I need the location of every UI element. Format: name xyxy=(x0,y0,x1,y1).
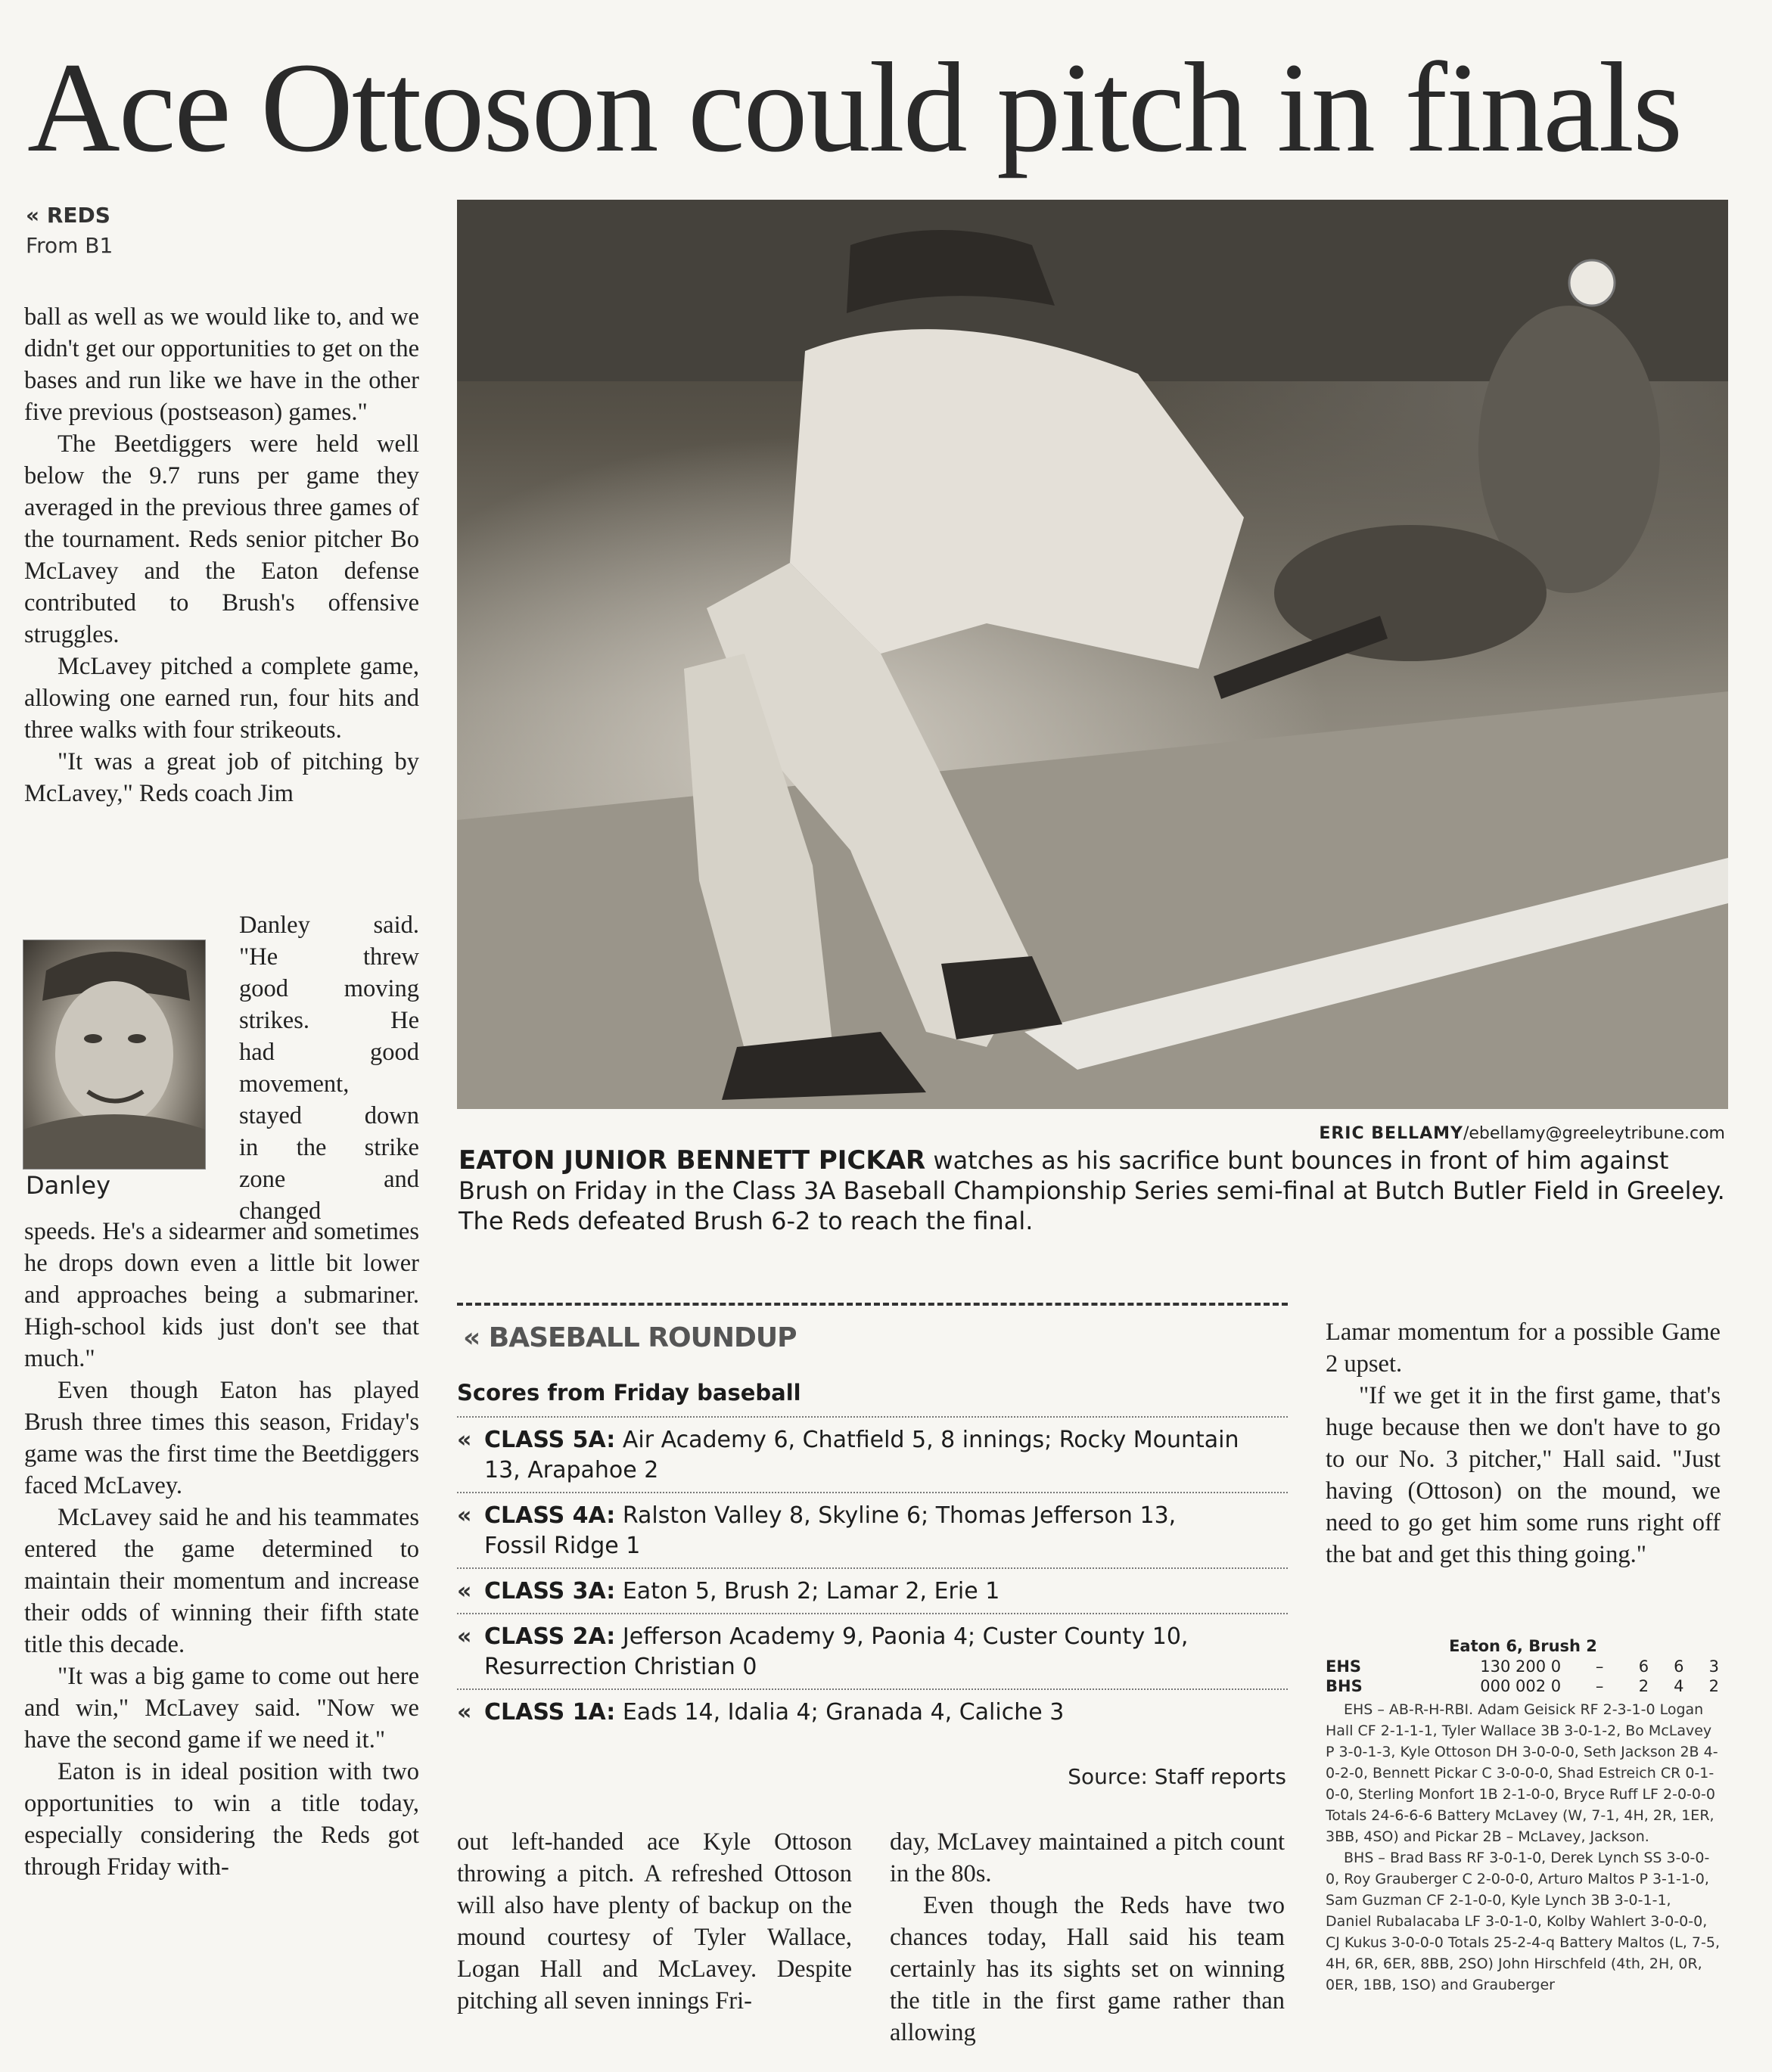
class-scores: Jefferson Academy 9, Paonia 4; Custer County 10, Resurrection Christian 0 xyxy=(484,1623,1189,1680)
innings: 000 002 0 xyxy=(1480,1677,1562,1695)
wrap-line: Danley said. xyxy=(239,912,419,939)
photo-credit xyxy=(1180,1124,1725,1143)
section-divider xyxy=(457,1303,1288,1306)
photographer-name: ERIC BELLAMY xyxy=(1319,1124,1463,1143)
scores-list xyxy=(457,1416,1288,1734)
photo-caption xyxy=(459,1145,1737,1236)
scores-source: Source: Staff reports xyxy=(1068,1764,1286,1789)
class-label: CLASS 5A: xyxy=(484,1427,616,1453)
wrap-line: stayed down xyxy=(239,1102,419,1129)
baseball-bunt-photo xyxy=(457,200,1728,1109)
class-label: CLASS 3A: xyxy=(484,1578,616,1604)
wrap-line: strikes. He xyxy=(239,1007,419,1034)
table-row xyxy=(1326,1676,1719,1696)
paragraph: day, McLavey maintained a pitch count in the 80s. xyxy=(890,1828,1285,1887)
wrapped-quote-lines xyxy=(239,909,419,1227)
runs: 6 xyxy=(1638,1657,1649,1676)
caption-text: watches as his sacrifice bunt bounces in front of him against Brush on Friday in the Class 3A Baseball Championship Series semi-final at Butch Butler Field in Greeley. The Reds defeated Brush 6-2 to reach the final. xyxy=(459,1146,1725,1235)
left-column-top xyxy=(24,301,419,809)
right-column xyxy=(1326,1316,1721,1570)
mugshot-caption: Danley xyxy=(26,1171,111,1200)
paragraph: "It was a great job of pitching by McLavey," Reds coach Jim xyxy=(24,748,419,807)
paragraph: "If we get it in the first game, that's huge because then we don't have to go to our No. 3 pitcher," Hall said. "Just having (Ottoson) on the mound, we need to go get him some runs right off the bat and get this thing going." xyxy=(1326,1382,1721,1568)
jump-from: From B1 xyxy=(26,233,113,258)
hits: 6 xyxy=(1674,1657,1684,1676)
innings: 130 200 0 xyxy=(1480,1657,1562,1676)
dash: – xyxy=(1595,1677,1604,1695)
paragraph: McLavey pitched a complete game, allowing one earned run, four hits and three walks with four strikeouts. xyxy=(24,653,419,744)
wrap-line: zone and xyxy=(239,1166,419,1193)
runs: 2 xyxy=(1638,1677,1649,1695)
jump-kicker: « REDS xyxy=(26,203,110,228)
paragraph: McLavey said he and his teammates entered the game determined to maintain their momentum and increase their odds of winning their fifth state title this decade. xyxy=(24,1504,419,1658)
list-item xyxy=(457,1613,1288,1688)
paragraph: The Beetdiggers were held well below the 9.7 runs per game they averaged in the previous three games of the tournament. Reds senior pitcher Bo McLavey and the Eaton defense contributed to Brush's offensive struggles. xyxy=(24,430,419,648)
paragraph: Even though Eaton has played Brush three times this season, Friday's game was the first time the Beetdiggers faced McLavey. xyxy=(24,1377,419,1499)
wrap-line: movement, xyxy=(239,1070,350,1098)
middle-column-2 xyxy=(890,1826,1285,2049)
roundup-subtitle: Scores from Friday baseball xyxy=(457,1380,801,1406)
list-item xyxy=(457,1416,1288,1492)
class-label: CLASS 1A: xyxy=(484,1699,616,1726)
hits: 4 xyxy=(1674,1677,1684,1695)
linescore-table xyxy=(1326,1657,1719,1696)
list-item xyxy=(457,1688,1288,1734)
errors: 3 xyxy=(1708,1657,1719,1676)
paragraph: Lamar momentum for a possible Game 2 upset. xyxy=(1326,1319,1721,1378)
wrap-line: changed xyxy=(239,1198,322,1225)
team: EHS xyxy=(1326,1657,1362,1676)
class-scores: Eaton 5, Brush 2; Lamar 2, Erie 1 xyxy=(615,1578,1000,1604)
class-label: CLASS 2A: xyxy=(484,1623,616,1650)
middle-column-1 xyxy=(457,1826,852,2017)
list-item xyxy=(457,1567,1288,1613)
list-item xyxy=(457,1492,1288,1567)
chevron-icon: « xyxy=(457,1502,472,1529)
chevron-icon: « xyxy=(457,1623,472,1650)
table-row xyxy=(1326,1657,1719,1676)
paragraph: out left-handed ace Kyle Ottoson throwing a pitch. A refreshed Ottoson will also have plenty of backup on the mound courtesy of Tyler Wallace, Logan Hall and McLavey. Despite pitching all seven innings Fri- xyxy=(457,1828,852,2015)
paragraph: speeds. He's a sidearmer and sometimes he drops down even a little bit lower and approaches being a submariner. High-school kids just don't see that much." xyxy=(24,1218,419,1372)
ehs-lineup: EHS – AB-R-H-RBI. Adam Geisick RF 2-3-1-0 Logan Hall CF 2-1-1-1, Tyler Wallace 3B 3-0-1-2, Bo McLavey P 3-0-1-3, Kyle Ottoson DH 3-0-0-0, Seth Jackson 2B 4-0-2-0, Bennett Pickar C 3-0-0-0, Shad Estreich CR 0-1-0-0, Sterling Monfort 1B 2-1-0-0, Bryce Ruff LF 2-0-0-0 Totals 24-6-6-6 Battery McLavey (W, 7-1, 4H, 2R, 1ER, 3BB, 4SO) and Pickar 2B – McLavey, Jackson. xyxy=(1326,1701,1718,1845)
headline: Ace Ottoson could pitch in finals xyxy=(27,36,1682,179)
wrap-line: good moving xyxy=(239,975,419,1002)
dash: – xyxy=(1595,1657,1604,1676)
chevron-icon: « xyxy=(457,1427,472,1453)
chevron-icon: « xyxy=(457,1578,472,1604)
chevron-icon: « xyxy=(457,1699,472,1726)
class-scores: Air Academy 6, Chatfield 5, 8 innings; Rocky Mountain 13, Arapahoe 2 xyxy=(484,1427,1239,1483)
roundup-title: « BASEBALL ROUNDUP xyxy=(463,1322,797,1353)
paragraph: Eaton is in ideal position with two opportunities to win a title today, especially considering the Reds got through Friday with- xyxy=(24,1758,419,1881)
paragraph: Even though the Reds have two chances today, Hall said his team certainly has its sights set on winning the title in the first game rather than allowing xyxy=(890,1892,1285,2046)
class-scores: Ralston Valley 8, Skyline 6; Thomas Jefferson 13, Fossil Ridge 1 xyxy=(484,1502,1177,1559)
caption-lead: EATON JUNIOR BENNETT PICKAR xyxy=(459,1145,926,1176)
wrap-line: "He threw xyxy=(239,943,419,971)
danley-mugshot-photo xyxy=(23,940,206,1170)
bhs-lineup: BHS – Brad Bass RF 3-0-1-0, Derek Lynch SS 3-0-0-0, Roy Grauberger C 2-0-0-0, Arturo Maltos P 3-1-1-0, Sam Guzman CF 2-1-0-0, Kyle Lynch 3B 3-0-1-1, Daniel Rubalacaba LF 3-0-1-0, Kolby Wahlert 3-0-0-0, CJ Kukus 3-0-0-0 Totals 25-2-4-q Battery Maltos (L, 7-5, 4H, 6R, 6ER, 8BB, 2SO) John Hirschfeld (4th, 2H, 0R, 0ER, 1BB, 1SO) and Grauberger xyxy=(1326,1850,1720,1993)
errors: 2 xyxy=(1708,1677,1719,1695)
paragraph: "It was a big game to come out here and win," McLavey said. "Now we have the second game if we need it." xyxy=(24,1663,419,1754)
box-score-title: Eaton 6, Brush 2 xyxy=(1449,1637,1597,1655)
wrap-line: in the strike xyxy=(239,1134,419,1161)
wrap-line: had good xyxy=(239,1039,419,1066)
left-column-bottom xyxy=(24,1216,419,1883)
box-score-details xyxy=(1326,1699,1721,1996)
team: BHS xyxy=(1326,1677,1363,1695)
photographer-email: /ebellamy@greeleytribune.com xyxy=(1463,1124,1725,1143)
class-label: CLASS 4A: xyxy=(484,1502,616,1529)
class-scores: Eads 14, Idalia 4; Granada 4, Caliche 3 xyxy=(615,1699,1065,1726)
paragraph: ball as well as we would like to, and we didn't get our opportunities to get on the bases and run like we have in the other five previous (postseason) games." xyxy=(24,303,419,426)
